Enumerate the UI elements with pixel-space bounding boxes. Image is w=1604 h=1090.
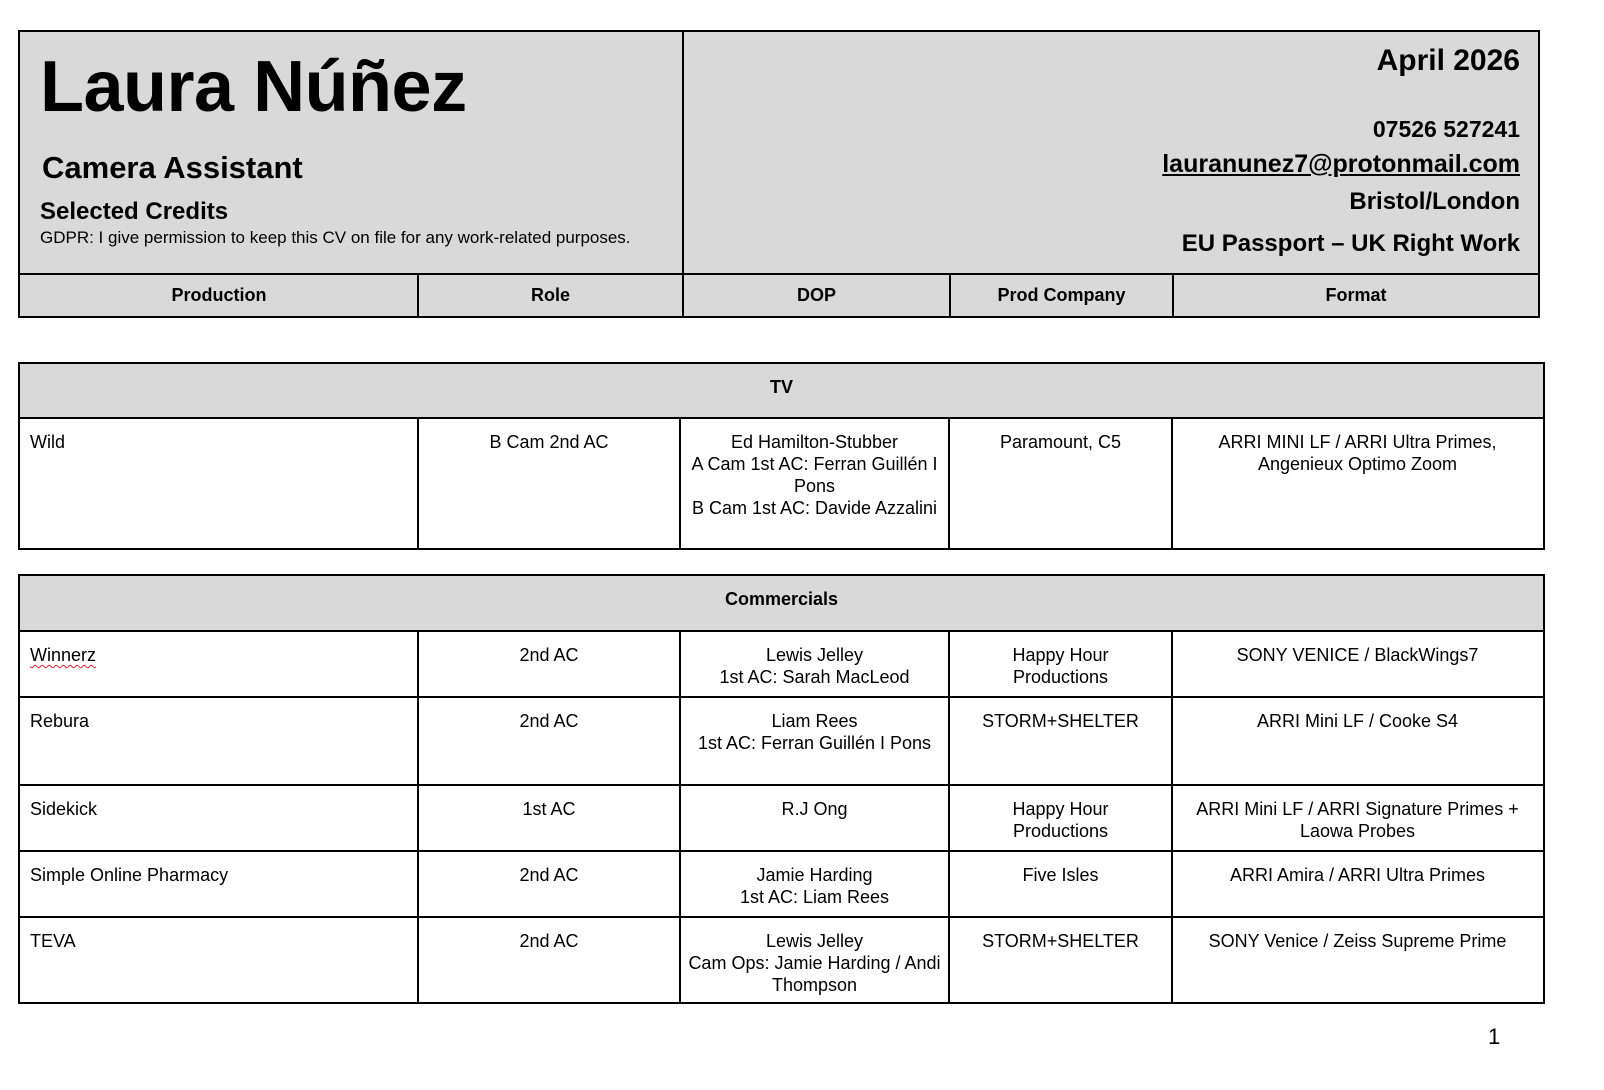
selected-credits-heading: Selected Credits (40, 198, 229, 225)
production-cell: Simple Online Pharmacy (30, 865, 229, 885)
email-link[interactable]: lauranunez7@protonmail.com (1162, 150, 1520, 178)
format-cell: SONY Venice / Zeiss Supreme Prime (1208, 931, 1507, 951)
dop-line: 1st AC: Sarah MacLeod (719, 667, 910, 687)
phone-number: 07526 527241 (1372, 116, 1520, 142)
table-row (20, 419, 1543, 548)
location: Bristol/London (1349, 188, 1520, 215)
format-cell: ARRI Mini LF / ARRI Signature Primes + Laowa Probes (1196, 799, 1519, 841)
dop-line: B Cam 1st AC: Davide Azzalini (691, 498, 938, 518)
production-cell: TEVA (30, 931, 76, 951)
dop-cell (680, 419, 949, 548)
dop-cell (680, 698, 949, 784)
dop-cell (680, 852, 949, 916)
table-row (20, 852, 1543, 918)
candidate-name: Laura Núñez (40, 47, 467, 127)
column-header-role: Role (530, 285, 570, 305)
dop-line: Cam Ops: Jamie Harding / Andi Thompson (688, 953, 941, 995)
column-header-format: Format (1325, 285, 1387, 305)
production-cell: Rebura (30, 711, 90, 731)
dop-line: Ed Hamilton-Stubber (730, 432, 899, 452)
dop-cell (680, 632, 949, 696)
job-title: Camera Assistant (42, 150, 303, 185)
company-cell: Five Isles (1022, 865, 1099, 885)
format-cell: ARRI Amira / ARRI Ultra Primes (1229, 865, 1486, 885)
dop-line: 1st AC: Ferran Guillén I Pons (697, 733, 932, 753)
cv-header (18, 30, 1540, 318)
company-cell: STORM+SHELTER (982, 711, 1139, 731)
production-name: Winnerz (30, 645, 97, 665)
column-header-dop: DOP (796, 285, 836, 305)
commercials-section (18, 574, 1545, 1004)
role-cell: 2nd AC (519, 711, 579, 731)
dop-line: Lewis Jelley (765, 931, 864, 951)
section-title-commercials: Commercials (20, 576, 1543, 632)
role-cell: 2nd AC (519, 865, 579, 885)
header-divider (682, 32, 684, 274)
format-cell: ARRI MINI LF / ARRI Ultra Primes, Angenieux Optimo Zoom (1218, 432, 1497, 474)
dop-line: 1st AC: Liam Rees (739, 887, 890, 907)
dop-line: R.J Ong (781, 799, 848, 819)
role-cell: 2nd AC (519, 645, 579, 665)
role-cell: 2nd AC (519, 931, 579, 951)
dop-line: A Cam 1st AC: Ferran Guillén I Pons (691, 454, 938, 496)
section-title-tv: TV (20, 364, 1543, 419)
dop-cell (680, 786, 949, 850)
role-cell: 1st AC (522, 799, 576, 819)
company-cell: STORM+SHELTER (982, 931, 1139, 951)
table-row (20, 786, 1543, 852)
role-cell: B Cam 2nd AC (489, 432, 609, 452)
company-cell: Paramount, C5 (999, 432, 1122, 452)
table-row (20, 918, 1543, 1002)
column-header-production: Production (171, 285, 267, 305)
column-header-prod-company: Prod Company (997, 285, 1126, 305)
table-row (20, 632, 1543, 698)
format-cell: ARRI Mini LF / Cooke S4 (1256, 711, 1459, 731)
tv-section (18, 362, 1545, 550)
cv-date: April 2026 (1376, 44, 1520, 77)
company-cell: Happy Hour Productions (1012, 799, 1109, 841)
passport-status: EU Passport – UK Right Work (1181, 230, 1520, 257)
format-cell: SONY VENICE / BlackWings7 (1236, 645, 1479, 665)
gdpr-statement: GDPR: I give permission to keep this CV on file for any work-related purposes. (40, 228, 631, 247)
production-cell (20, 632, 418, 696)
dop-line: Liam Rees (771, 711, 858, 731)
dop-cell (680, 918, 949, 1002)
company-cell: Happy Hour Productions (1012, 645, 1109, 687)
production-cell: Wild (30, 432, 65, 452)
production-cell: Sidekick (30, 799, 98, 819)
page-number: 1 (1488, 1024, 1501, 1049)
table-row (20, 698, 1543, 786)
dop-line: Lewis Jelley (765, 645, 864, 665)
dop-line: Jamie Harding (756, 865, 873, 885)
column-headers (20, 275, 1538, 316)
